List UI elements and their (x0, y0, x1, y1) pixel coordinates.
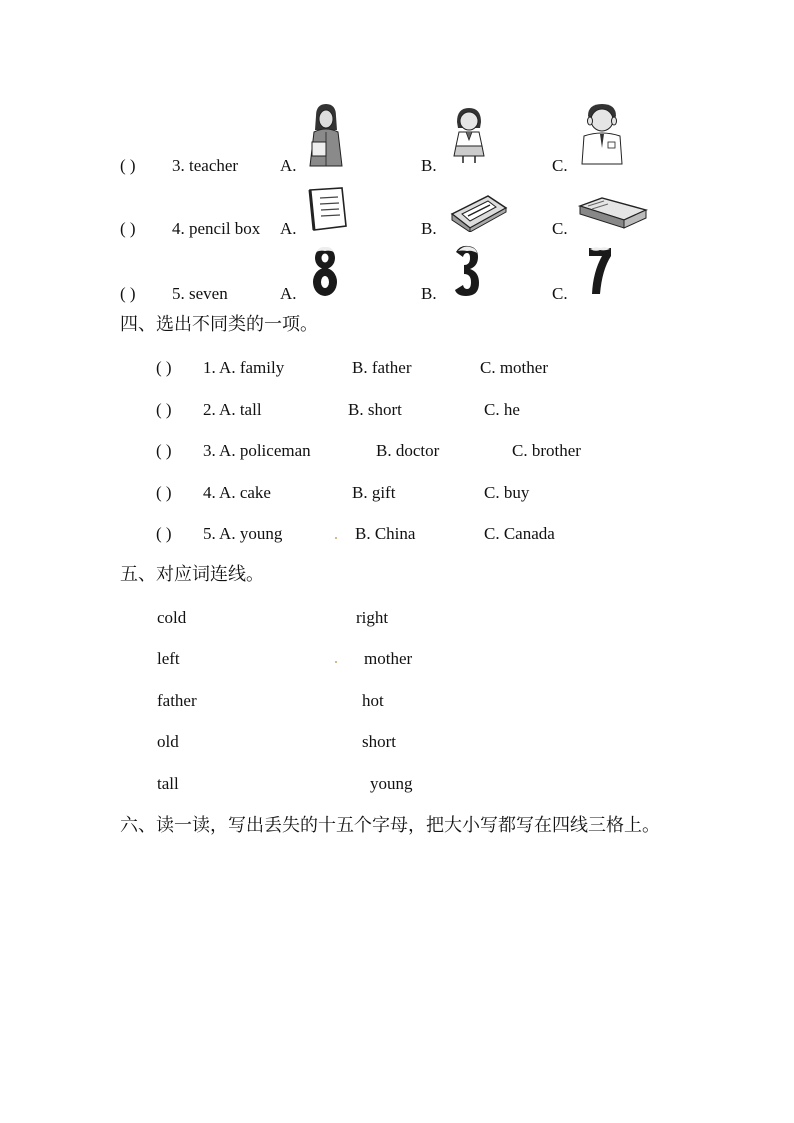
answer-paren[interactable]: ( ) (120, 284, 136, 303)
option-a: 3. A. policeman (203, 441, 311, 460)
option-c: C. he (484, 400, 520, 419)
match-word-left[interactable]: left (157, 649, 180, 668)
match-word-left[interactable]: old (157, 732, 179, 751)
option-a: 2. A. tall (203, 400, 262, 419)
eraser-icon[interactable] (578, 196, 648, 230)
option-b-label[interactable]: B. (421, 219, 437, 238)
option-a: 5. A. young (203, 524, 283, 543)
option-b-label[interactable]: B. (421, 284, 437, 303)
option-b-label[interactable]: B. (421, 156, 437, 175)
pencil-box-icon[interactable] (448, 192, 508, 232)
answer-paren[interactable]: ( ) (156, 400, 172, 419)
question-label: 4. pencil box (172, 219, 261, 238)
question-label: 5. seven (172, 284, 228, 303)
woman-teacher-icon[interactable] (304, 102, 348, 168)
stray-dot (335, 661, 337, 663)
match-word-right[interactable]: right (356, 608, 389, 627)
number-seven-icon[interactable] (588, 244, 612, 296)
option-c: C. Canada (484, 524, 555, 543)
book-icon[interactable] (306, 186, 350, 232)
question-label: 3. teacher (172, 156, 239, 175)
option-a-label[interactable]: A. (280, 156, 297, 175)
option-a-label[interactable]: A. (280, 219, 297, 238)
option-c: C. brother (512, 441, 581, 460)
option-b: B. gift (352, 483, 396, 502)
match-word-right[interactable]: short (362, 732, 396, 751)
option-c: C. buy (484, 483, 530, 502)
option-a-label[interactable]: A. (280, 284, 297, 303)
match-word-right[interactable]: hot (362, 691, 384, 710)
number-eight-icon[interactable] (312, 244, 338, 298)
section-title-4: 四、选出不同类的一项。 (120, 314, 318, 335)
stray-dot (335, 537, 337, 539)
option-c-label[interactable]: C. (552, 219, 568, 238)
answer-paren[interactable]: ( ) (156, 441, 172, 460)
section-title-6: 六、读一读，写出丢失的十五个字母，把大小写都写在四线三格上。 (120, 815, 660, 836)
option-c: C. mother (480, 358, 548, 377)
answer-paren[interactable]: ( ) (156, 358, 172, 377)
match-word-left[interactable]: tall (157, 774, 179, 793)
option-b: B. short (348, 400, 402, 419)
answer-paren[interactable]: ( ) (120, 219, 136, 238)
girl-student-icon[interactable] (452, 106, 486, 164)
option-b: B. father (352, 358, 412, 377)
match-word-right[interactable]: young (370, 774, 413, 793)
match-word-right[interactable]: mother (364, 649, 413, 668)
answer-paren[interactable]: ( ) (120, 156, 136, 175)
boy-student-icon[interactable] (578, 102, 626, 166)
option-a: 4. A. cake (203, 483, 271, 502)
section-title-5: 五、对应词连线。 (120, 564, 264, 585)
number-three-icon[interactable] (454, 244, 480, 298)
option-c-label[interactable]: C. (552, 284, 568, 303)
answer-paren[interactable]: ( ) (156, 524, 172, 543)
match-word-left[interactable]: cold (157, 608, 187, 627)
match-word-left[interactable]: father (157, 691, 197, 710)
option-b: B. China (355, 524, 416, 543)
answer-paren[interactable]: ( ) (156, 483, 172, 502)
option-b: B. doctor (376, 441, 440, 460)
option-a: 1. A. family (203, 358, 285, 377)
option-c-label[interactable]: C. (552, 156, 568, 175)
